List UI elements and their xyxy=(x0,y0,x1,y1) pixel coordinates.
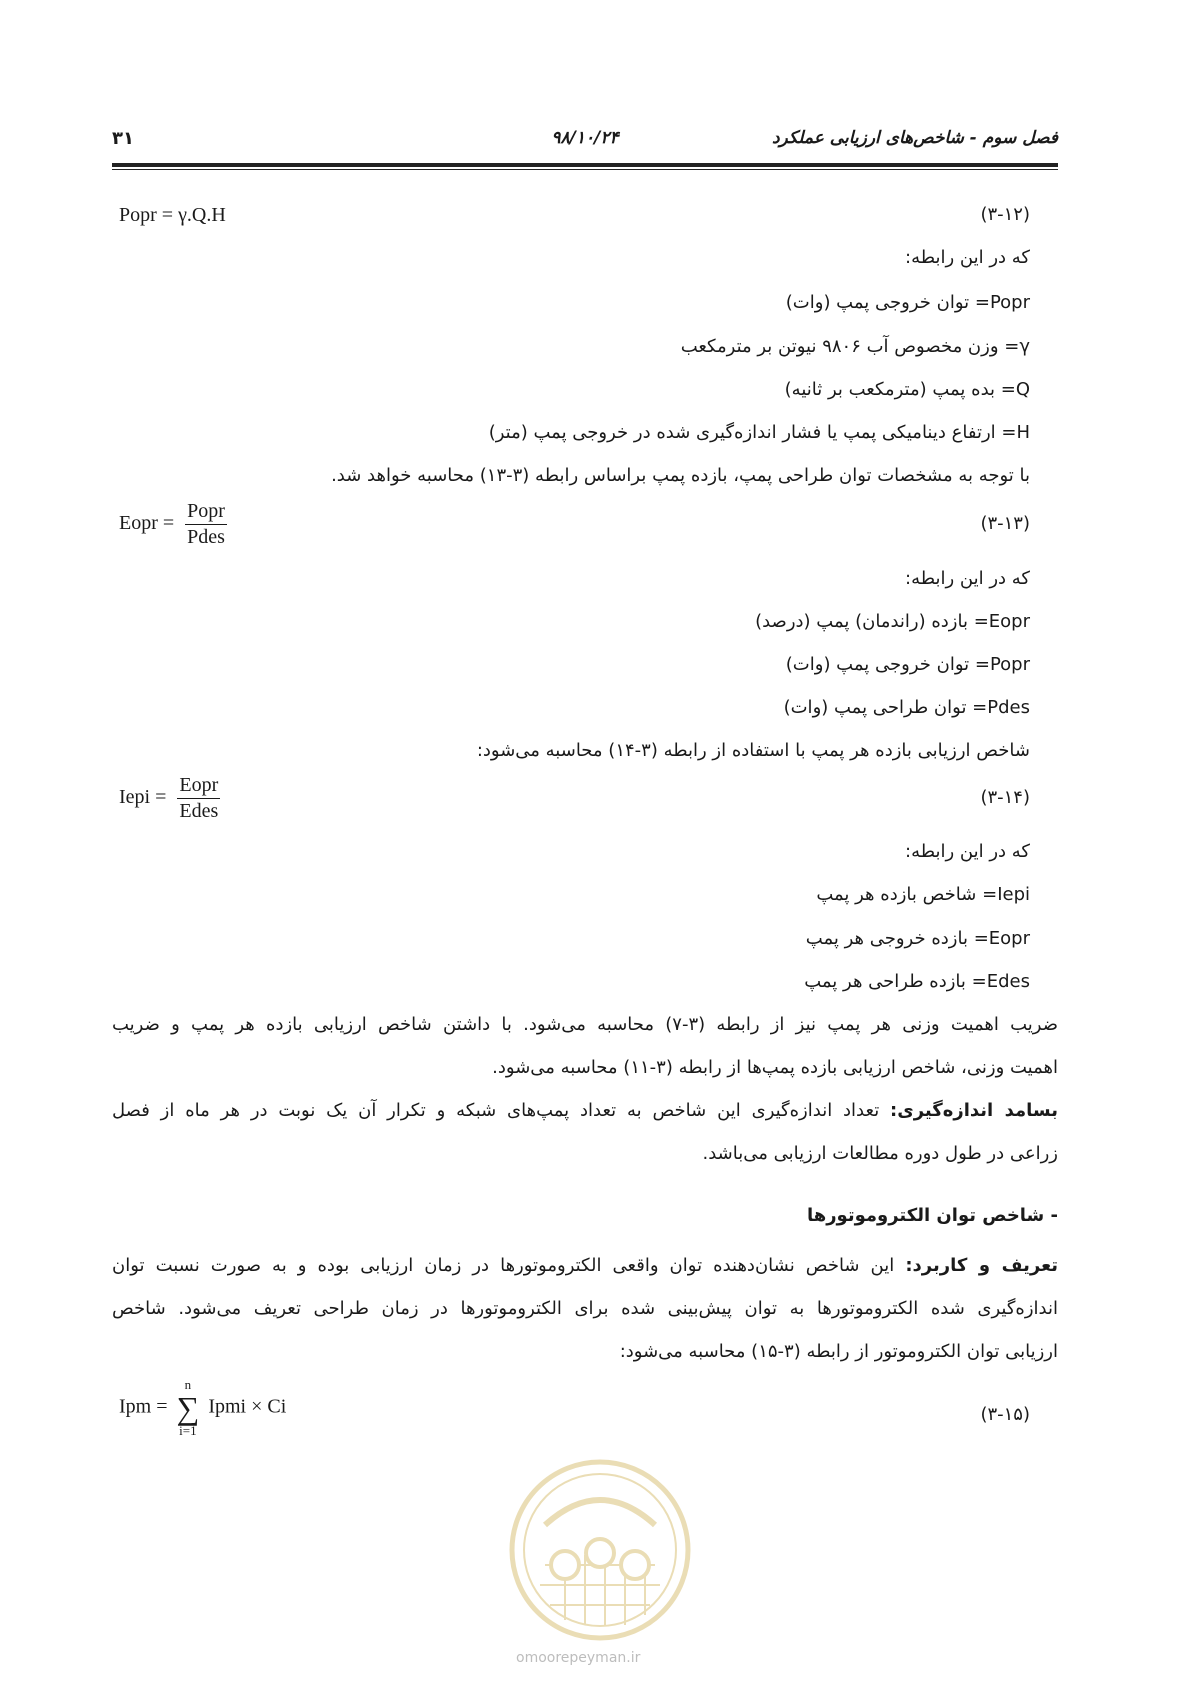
paragraph-definition-line-2: اندازه‌گیری شده الکتروموتورها به توان پیش‌بینی شده برای الکتروموتورها در زمان طراحی تعریف می‌شود. شاخص xyxy=(112,1298,1058,1319)
definition-popr: Popr= توان خروجی پمپ (وات) xyxy=(785,292,1030,313)
definition-iepi: Iepi= شاخص بازده هر پمپ xyxy=(816,884,1030,905)
where-label-2: که در این رابطه: xyxy=(905,568,1030,589)
definition-gamma: γ= وزن مخصوص آب ۹۸۰۶ نیوتن بر مترمکعب xyxy=(680,336,1030,357)
definition-label: تعریف و کاربرد: xyxy=(905,1255,1058,1276)
equation-number-13: (۳-۱۳) xyxy=(980,513,1030,534)
paragraph-weight-line-2: اهمیت وزنی، شاخص ارزیابی بازده پمپ‌ها از رابطه (۳-۱۱) محاسبه می‌شود. xyxy=(492,1057,1058,1078)
equation-15-lower-limit: i=1 xyxy=(179,1423,197,1438)
header-date: ۹۸/۱۰/۲۴ xyxy=(551,128,619,148)
equation-14 xyxy=(119,774,220,823)
watermark-seal-icon xyxy=(505,1455,695,1645)
equation-15-body: Ipmi × Ci xyxy=(208,1395,287,1418)
equation-13-numerator: Popr xyxy=(185,500,227,525)
definition-eopr-2: Eopr= بازده خروجی هر پمپ xyxy=(805,928,1030,949)
equation-14-denominator: Edes xyxy=(179,800,219,822)
definition-pdes: Pdes= توان طراحی پمپ (وات) xyxy=(783,697,1030,718)
header-rule-thin xyxy=(112,169,1058,170)
where-label-3: که در این رابطه: xyxy=(905,841,1030,862)
equation-15-summation xyxy=(177,1378,200,1438)
definition-edes: Edes= بازده طراحی هر پمپ xyxy=(804,971,1030,992)
definition-eopr: Eopr= بازده (راندمان) پمپ (درصد) xyxy=(755,611,1030,632)
equation-13-fraction xyxy=(185,500,227,549)
equation-13 xyxy=(119,500,227,549)
paragraph-definition-line-3: ارزیابی توان الکتروموتور از رابطه (۳-۱۵) محاسبه می‌شود: xyxy=(619,1341,1058,1362)
equation-14-numerator: Eopr xyxy=(177,774,220,799)
equation-15-upper-limit: n xyxy=(184,1377,192,1392)
header-rule-thick xyxy=(112,163,1058,167)
where-label-1: که در این رابطه: xyxy=(905,247,1030,268)
paragraph-weight-line-1: ضریب اهمیت وزنی هر پمپ نیز از رابطه (۳-۷) محاسبه می‌شود. با داشتن شاخص ارزیابی بازده هر پمپ و ضریب xyxy=(112,1014,1058,1035)
definition-text: این شاخص نشان‌دهنده توان واقعی الکتروموتورها در زمان ارزیابی بوده و به صورت نسبت توان xyxy=(112,1255,895,1276)
page-header xyxy=(112,128,1058,152)
equation-number-12: (۳-۱۲) xyxy=(980,204,1030,225)
page-number: ۳۱ xyxy=(112,128,134,149)
chapter-title: فصل سوم - شاخص‌های ارزیابی عملکرد xyxy=(771,128,1058,148)
sigma-symbol: ∑ xyxy=(176,1390,200,1426)
frequency-text: تعداد اندازه‌گیری این شاخص به تعداد پمپ‌های شبکه و تکرار آن یک نوبت در هر ماه از فصل xyxy=(112,1100,880,1121)
definition-h: H= ارتفاع دینامیکی پمپ یا فشار اندازه‌گیری شده در خروجی پمپ (متر) xyxy=(488,422,1030,443)
text-index-intro: شاخص ارزیابی بازده هر پمپ با استفاده از رابطه (۳-۱۴) محاسبه می‌شود: xyxy=(476,740,1030,761)
equation-13-lhs: Eopr = xyxy=(119,512,175,535)
watermark-url: omoorepeyman.ir xyxy=(516,1650,641,1666)
equation-14-fraction xyxy=(177,774,220,823)
paragraph-definition-line-1 xyxy=(112,1253,1058,1279)
equation-number-15: (۳-۱۵) xyxy=(980,1404,1030,1425)
text-efficiency-intro: با توجه به مشخصات توان طراحی پمپ، بازده پمپ براساس رابطه (۳-۱۳) محاسبه خواهد شد. xyxy=(331,465,1030,486)
definition-q: Q= بده پمپ (مترمکعب بر ثانیه) xyxy=(784,379,1030,400)
paragraph-frequency-line-1 xyxy=(112,1098,1058,1124)
paragraph-frequency-line-2: زراعی در طول دوره مطالعات ارزیابی می‌باشد. xyxy=(702,1143,1058,1164)
equation-12: Popr = γ.Q.H xyxy=(119,204,226,226)
equation-15 xyxy=(119,1378,286,1438)
frequency-label: بسامد اندازه‌گیری: xyxy=(890,1100,1058,1121)
definition-popr-2: Popr= توان خروجی پمپ (وات) xyxy=(785,654,1030,675)
equation-13-denominator: Pdes xyxy=(187,526,225,548)
equation-number-14: (۳-۱۴) xyxy=(980,787,1030,808)
section-title: - شاخص توان الکتروموتورها xyxy=(806,1205,1058,1226)
equation-14-lhs: Iepi = xyxy=(119,786,167,809)
equation-15-lhs: Ipm = xyxy=(119,1395,168,1418)
